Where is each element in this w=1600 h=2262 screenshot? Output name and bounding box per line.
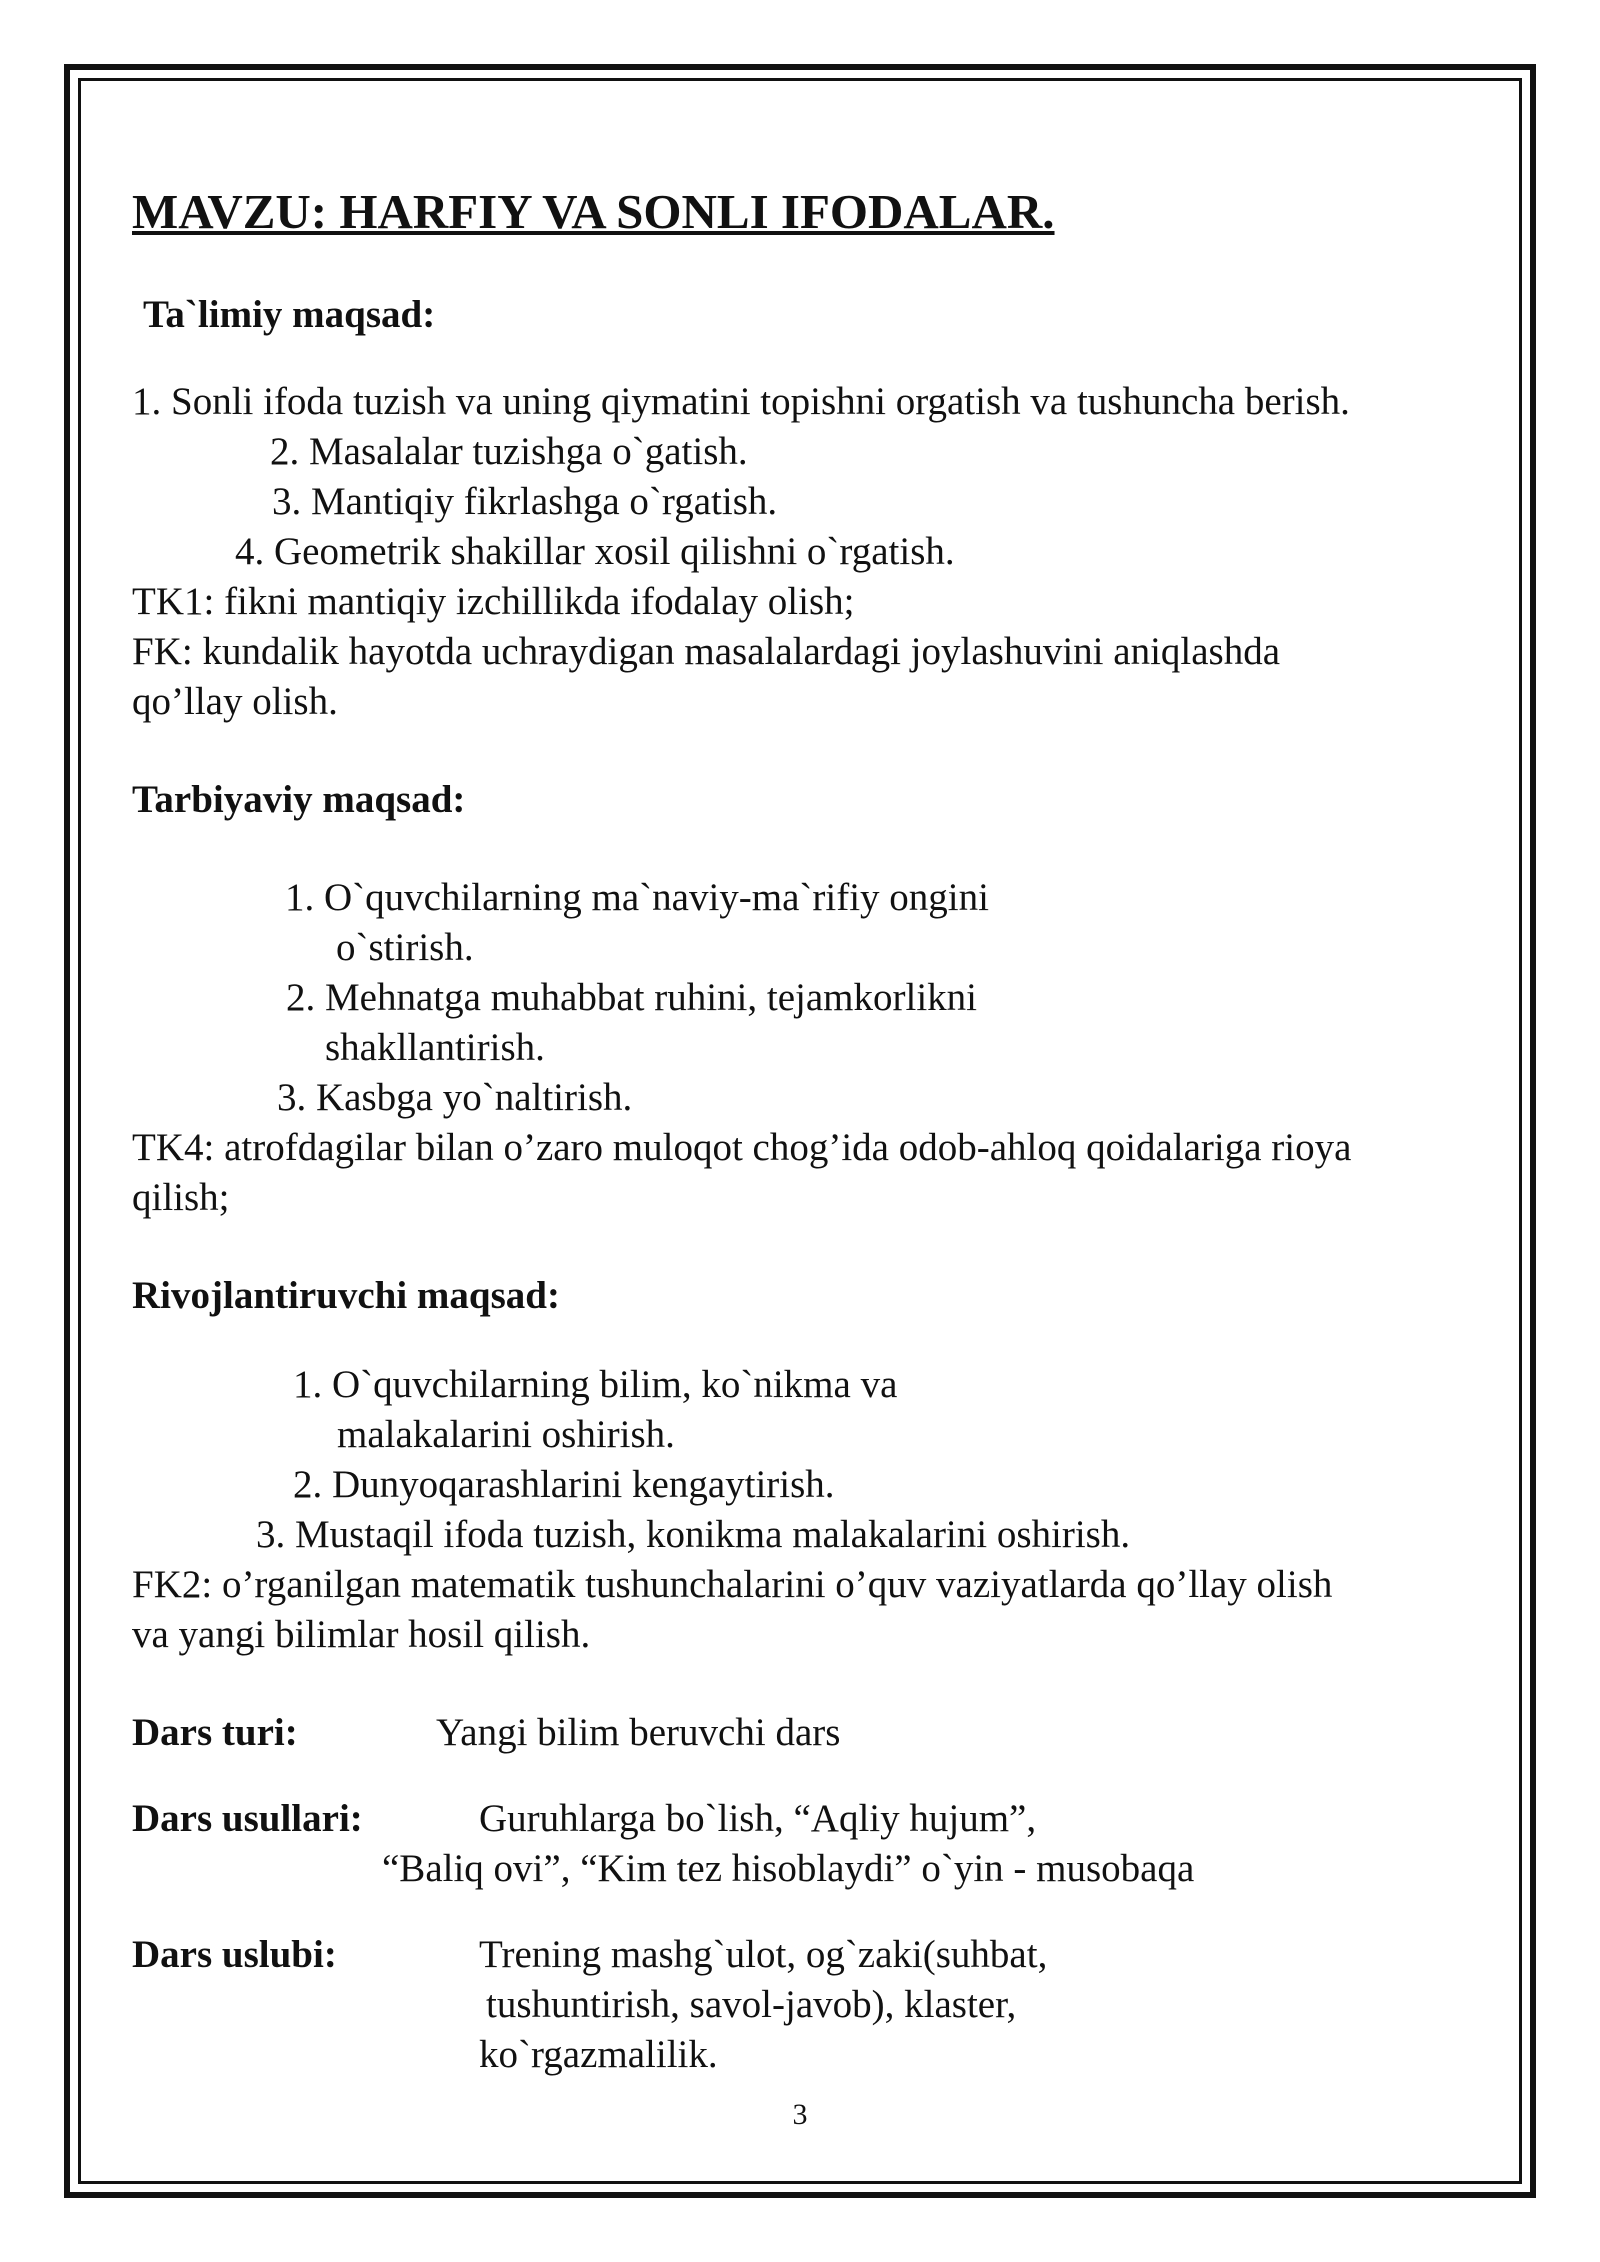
dars-uslubi-value-line2: tushuntirish, savol-javob), klaster, [486,1983,1017,2026]
rivojlantiruvchi-item-1-cont: malakalarini oshirish. [337,1413,675,1456]
tarbiyaviy-item-2-cont: shakllantirish. [325,1026,545,1069]
talimiy-item-4: 4. Geometrik shakillar xosil qilishni o`rgatish. [235,530,955,573]
dars-uslubi-label: Dars uslubi: [132,1933,337,1976]
rivojlantiruvchi-item-1: 1. O`quvchilarning bilim, ko`nikma va [293,1363,898,1406]
dars-uslubi-value-line1: Trening mashg`ulot, og`zaki(suhbat, [479,1933,1048,1976]
talimiy-item-1: 1. Sonli ifoda tuzish va uning qiymatini topishni orgatish va tushuncha berish. [132,380,1350,423]
talimiy-tk1: TK1: fikni mantiqiy izchillikda ifodalay olish; [132,580,855,623]
rivojlantiruvchi-item-3: 3. Mustaqil ifoda tuzish, konikma malakalarini oshirish. [256,1513,1131,1556]
talimiy-item-3: 3. Mantiqiy fikrlashga o`rgatish. [272,480,778,523]
rivojlantiruvchi-heading: Rivojlantiruvchi maqsad: [132,1274,560,1317]
tarbiyaviy-item-1: 1. O`quvchilarning ma`naviy-ma`rifiy ongini [285,876,989,919]
talimiy-fk-line2: qo’llay olish. [132,680,338,723]
talimiy-heading: Ta`limiy maqsad: [143,293,436,336]
talimiy-fk-line1: FK: kundalik hayotda uchraydigan masalalardagi joylashuvini aniqlashda [132,630,1281,673]
tarbiyaviy-tk4-line2: qilish; [132,1176,230,1219]
dars-usullari-value-line2: “Baliq ovi”, “Kim tez hisoblaydi” o`yin - musobaqa [382,1847,1195,1890]
dars-usullari-label: Dars usullari: [132,1797,363,1840]
page-title: MAVZU: HARFIY VA SONLI IFODALAR. [132,184,1055,239]
rivojlantiruvchi-fk2-line1: FK2: o’rganilgan matematik tushunchalarini o’quv vaziyatlarda qo’llay olish [132,1563,1333,1606]
tarbiyaviy-heading: Tarbiyaviy maqsad: [132,778,466,821]
page-number: 3 [792,2098,808,2131]
tarbiyaviy-item-3: 3. Kasbga yo`naltirish. [277,1076,633,1119]
tarbiyaviy-item-1-cont: o`stirish. [336,926,474,969]
tarbiyaviy-tk4-line1: TK4: atrofdagilar bilan o’zaro muloqot chog’ida odob-ahloq qoidalariga rioya [132,1126,1352,1169]
dars-usullari-value-line1: Guruhlarga bo`lish, “Aqliy hujum”, [479,1797,1037,1840]
dars-turi-label: Dars turi: [132,1711,298,1754]
tarbiyaviy-item-2: 2. Mehnatga muhabbat ruhini, tejamkorlikni [286,976,978,1019]
rivojlantiruvchi-item-2: 2. Dunyoqarashlarini kengaytirish. [293,1463,835,1506]
dars-turi-value: Yangi bilim beruvchi dars [436,1711,841,1754]
dars-uslubi-value-line3: ko`rgazmalilik. [479,2033,718,2076]
rivojlantiruvchi-fk2-line2: va yangi bilimlar hosil qilish. [132,1613,591,1656]
talimiy-item-2: 2. Masalalar tuzishga o`gatish. [270,430,748,473]
